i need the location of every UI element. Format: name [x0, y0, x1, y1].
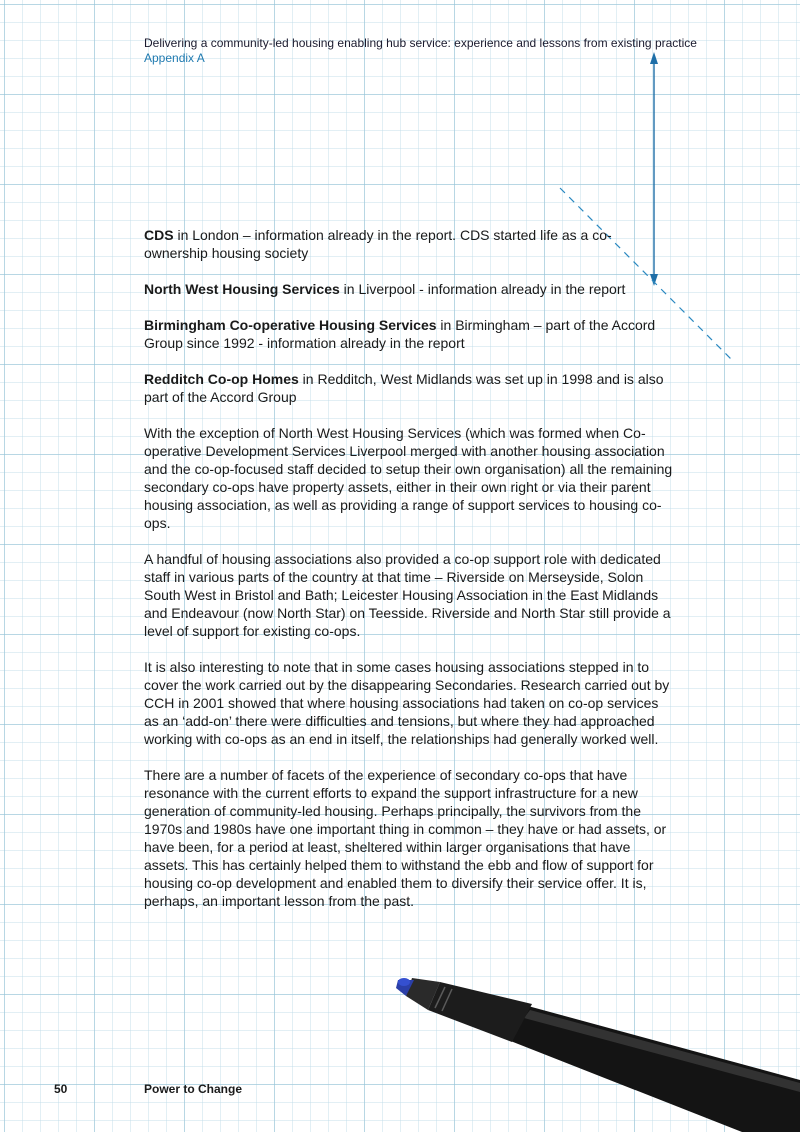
paragraph: [144, 316, 674, 352]
paragraph-text: in Redditch, West Midlands was set up in 1998 and is also part of the Accord Group: [144, 371, 664, 405]
paragraph: It is also interesting to note that in some cases housing associations stepped in to cover the work carried out by the disappearing Secondaries. Research carried out by CCH in 2001 showed that where housing associations had taken on co-op services as an ‘add-on’ there were difficulties and tensions, but where they had approached working with co-ops as an end in itself, the relationships had generally worked well.: [144, 659, 670, 747]
appendix-label: Appendix A: [144, 51, 205, 65]
paragraph: [144, 370, 674, 406]
page-header: [144, 36, 744, 66]
document-title: Delivering a community-led housing enabling hub service: experience and lessons from existing practice: [144, 36, 697, 50]
paragraph-text: in London – information already in the report. CDS started life as a co-ownership housing society: [144, 227, 612, 261]
paragraph: A handful of housing associations also provided a co-op support role with dedicated staff in various parts of the country at that time – Riverside on Merseyside, Solon South West in Bristol and Bath; Leicester Housing Association in the East Midlands and Endeavour (now North Star) on Teesside. Riverside and North Star still provide a level of support for existing co-ops.: [144, 551, 671, 639]
paragraph: [144, 226, 674, 262]
paragraph-text: in Birmingham – part of the Accord Group since 1992 - information already in the report: [144, 317, 656, 351]
page-number: 50: [54, 1082, 68, 1096]
org-name: North West Housing Services: [144, 281, 340, 297]
org-name: Redditch Co-op Homes: [144, 371, 299, 387]
paragraph: There are a number of facets of the experience of secondary co-ops that have resonance with the current efforts to expand the support infrastructure for a new generation of community-led housing. Perhaps principally, the survivors from the 1970s and 1980s have one important thing in common – they have or had assets, or have been, for a period at least, sheltered within larger organisations that have assets. This has certainly helped them to withstand the ebb and flow of support for housing co-op development and enabled them to diversify their service offer. It is, perhaps, an important lesson from the past.: [144, 767, 667, 909]
paragraph: [144, 280, 674, 298]
paragraph-text: in Liverpool - information already in the report: [339, 281, 626, 297]
paragraph: With the exception of North West Housing Services (which was formed when Co-operative Development Services Liverpool merged with another housing association and the co-op-focused staff decided to setup their own organisation) all the remaining secondary co-ops have property assets, either in their own right or via their parent housing association, as well as providing a range of support services to housing co-ops.: [144, 425, 673, 531]
footer-brand: Power to Change: [144, 1082, 243, 1096]
body-text: [144, 226, 674, 928]
marker-pen-icon: [396, 978, 800, 1132]
org-name: Birmingham Co-operative Housing Services: [144, 317, 437, 333]
org-name: CDS: [144, 227, 174, 243]
